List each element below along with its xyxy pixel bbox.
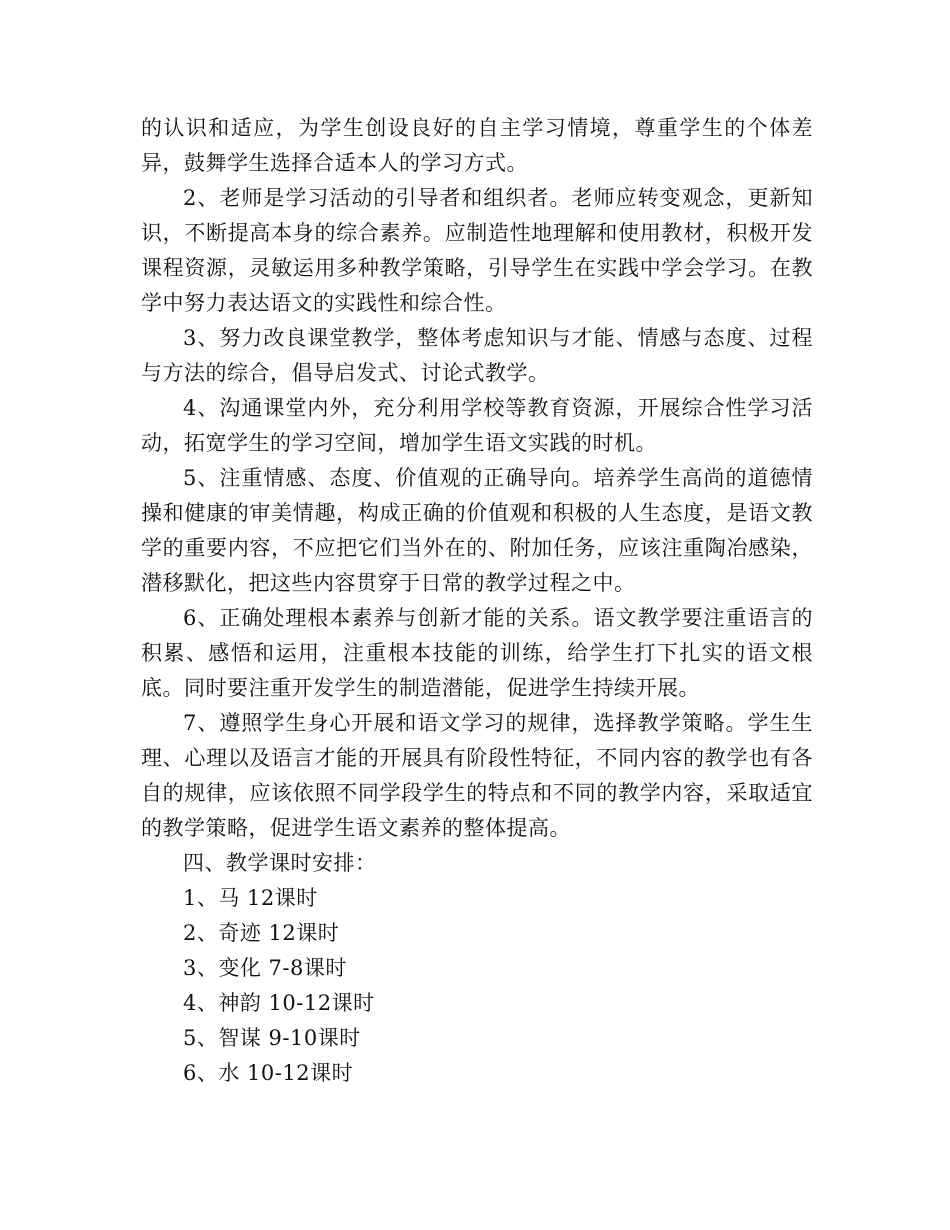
paragraph-item-5: 5、注重情感、态度、价值观的正确导向。培养学生高尚的道德情操和健康的审美情趣，构成正确的价值观和积极的人生态度，是语文教学的重要内容，不应把它们当外在的、附加任务，应该注重陶冶感染，潜移默化，把这些内容贯穿于日常的教学过程之中。 [141,466,813,595]
paragraph-item-6: 6、正确处理根本素养与创新才能的关系。语文教学要注重语言的积累、感悟和运用，注重根本技能的训练，给学生打下扎实的语文根底。同时要注重开发学生的制造潜能，促进学生持续开展。 [141,606,813,700]
document-body [141,111,813,1091]
schedule-item: 3、变化 7-8课时 [183,956,347,980]
schedule-item: 5、智谋 9-10课时 [183,1026,361,1050]
schedule-item: 6、水 10-12课时 [183,1061,354,1085]
schedule-item: 1、马 12课时 [183,886,318,910]
paragraph-item-7: 7、遵照学生身心开展和语文学习的规律，选择教学策略。学生生理、心理以及语言才能的开展具有阶段性特征，不同内容的教学也有各自的规律，应该依照不同学段学生的特点和不同的教学内容，采取适宜的教学策略，促进学生语文素养的整体提高。 [141,711,813,840]
section-heading-schedule: 四、教学课时安排： [183,851,377,875]
schedule-item: 2、奇迹 12课时 [183,921,340,945]
paragraph-item-3: 3、努力改良课堂教学，整体考虑知识与才能、情感与态度、过程与方法的综合，倡导启发式、讨论式教学。 [141,326,813,385]
schedule-item: 4、神韵 10-12课时 [183,991,375,1015]
paragraph-item-4: 4、沟通课堂内外，充分利用学校等教育资源，开展综合性学习活动，拓宽学生的学习空间，增加学生语文实践的时机。 [141,396,813,455]
paragraph-item-2: 2、老师是学习活动的引导者和组织者。老师应转变观念，更新知识，不断提高本身的综合素养。应制造性地理解和使用教材，积极开发课程资源，灵敏运用多种教学策略，引导学生在实践中学会学习。在教学中努力表达语文的实践性和综合性。 [141,186,813,315]
paragraph-continuation: 的认识和适应，为学生创设良好的自主学习情境，尊重学生的个体差异，鼓舞学生选择合适本人的学习方式。 [141,116,813,175]
